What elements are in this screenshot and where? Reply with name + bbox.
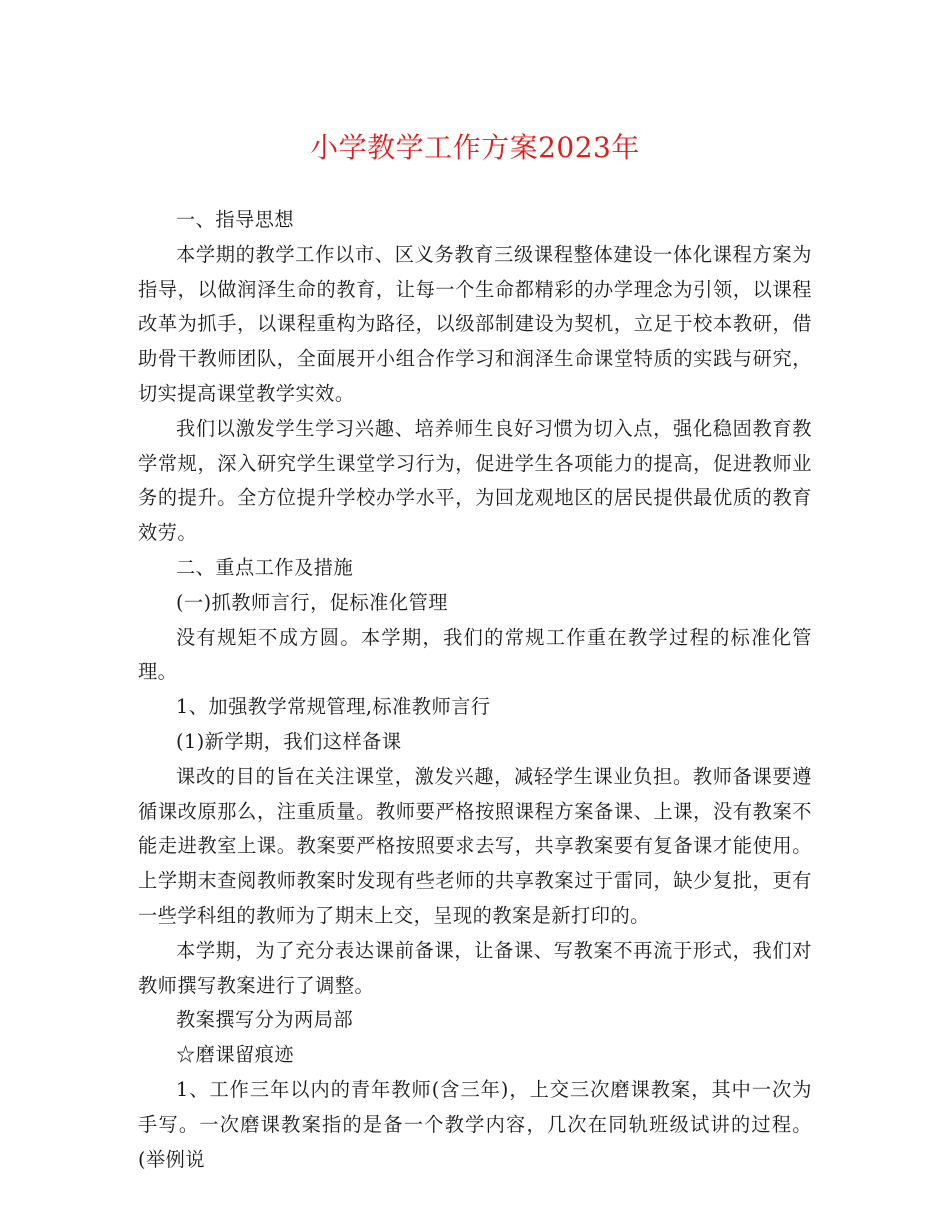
paragraph-two-parts: 教案撰写分为两局部 <box>176 1008 354 1032</box>
section-heading-guiding-thought: 一、指导思想 <box>176 208 295 231</box>
section-heading-key-work: 二、重点工作及措施 <box>176 555 354 579</box>
document-body <box>138 203 812 1177</box>
item-lesson-preparation: (1)新学期，我们这样备课 <box>176 729 402 753</box>
paragraph-adjustment: 本学期，为了充分表达课前备课，让备课、写教案不再流于形式，我们对教师撰写教案进行了调整。 <box>138 938 812 997</box>
paragraph-rules: 没有规矩不成方圆。本学期，我们的常规工作重在教学过程的标准化管理。 <box>138 625 812 684</box>
item-polishing-traces: ☆磨课留痕迹 <box>176 1043 295 1067</box>
page-title: 小学教学工作方案2023年 <box>310 131 640 164</box>
paragraph-guiding-thought: 本学期的教学工作以市、区义务教育三级课程整体建设一体化课程方案为指导，以做润泽生命的教育，让每一个生命都精彩的办学理念为引领，以课程改革为抓手，以课程重构为路径，以级部制建设为契机，立足于校本教研，借助骨干教师团队，全面展开小组合作学习和润泽生命课堂特质的实践与研究，切实提高课堂教学实效。 <box>138 242 812 405</box>
paragraph-goals: 我们以激发学生学习兴趣、培养师生良好习惯为切入点，强化稳固教育教学常规，深入研究学生课堂学习行为，促进学生各项能力的提高，促进教师业务的提升。全方位提升学校办学水平，为回龙观地区的居民提供最优质的教育效劳。 <box>138 416 812 545</box>
item-routine-management: 1、加强教学常规管理,标准教师言行 <box>176 695 491 719</box>
paragraph-young-teachers: 1、工作三年以内的青年教师(含三年)，上交三次磨课教案，其中一次为手写。一次磨课教案指的是备一个教学内容，几次在同轨班级试讲的过程。(举例说 <box>138 1077 812 1171</box>
paragraph-curriculum-reform: 课改的目的旨在关注课堂，激发兴趣，减轻学生课业负担。教师备课要遵循课改原那么，注重质量。教师要严格按照课程方案备课、上课，没有教案不能走进教室上课。教案要严格按照要求去写，共享教案要有复备课才能使用。上学期末查阅教师教案时发现有些老师的共享教案过于雷同，缺少复批，更有一些学科组的教师为了期末上交，呈现的教案是新打印的。 <box>138 764 812 927</box>
subheading-teacher-conduct: (一)抓教师言行，促标准化管理 <box>176 590 448 614</box>
